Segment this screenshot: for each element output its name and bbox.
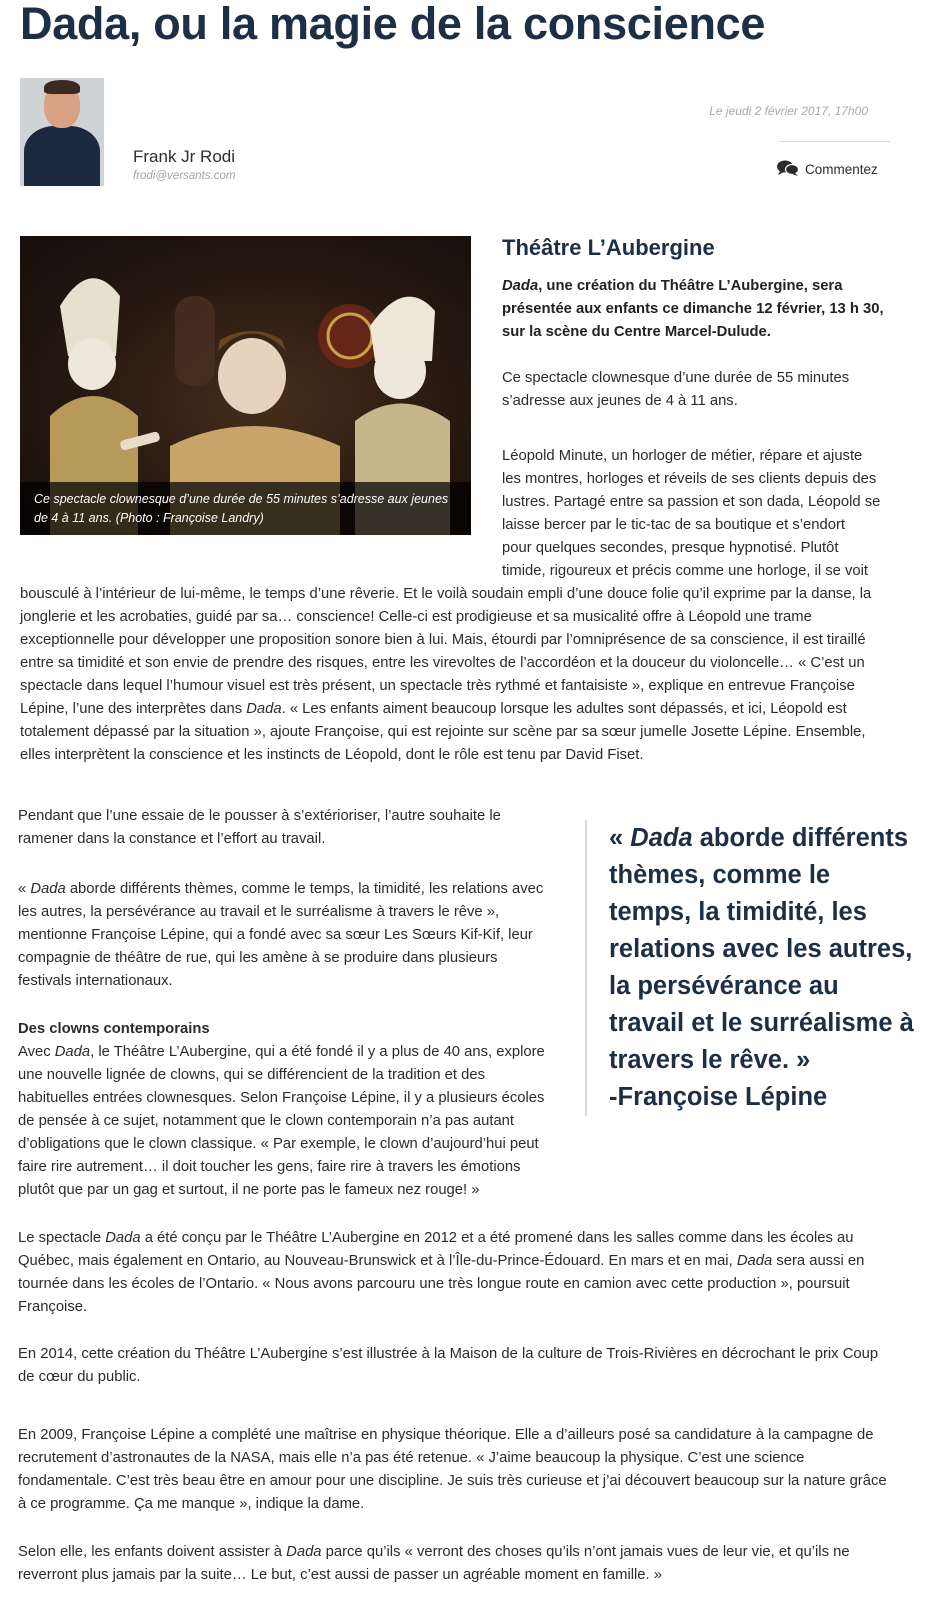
text-line: laisse bercer par le tic-tac de sa boutique et s’endort: [502, 517, 845, 533]
show-title: Dada: [736, 1253, 773, 1269]
quote-text: aborde différents thèmes, comme le temps, la timidité, les relations avec les autres, la persévérance au travail et le surréalisme à travers le rêve. »: [609, 824, 914, 1074]
comment-bubbles-icon: [777, 160, 799, 179]
comment-label: Commentez: [805, 162, 878, 177]
subsection-heading: Des clowns contemporains: [18, 1021, 210, 1037]
paragraph-text: «: [18, 881, 31, 897]
text-line: pour quelques secondes, presque hypnotisé. Plutôt: [502, 540, 839, 556]
comment-link[interactable]: [777, 160, 878, 179]
paragraph-text: aborde différents thèmes, comme le temps, la timidité, les relations avec les autres, la persévérance au travail et le surréalisme à travers le rêve », mentionne Françoise Lépine, qui a fondé avec sa sœur Les Sœurs Kif-Kif, leur compagnie de théâtre de rue, qui les amène à se produire dans plusieurs festivals internationaux.: [18, 881, 544, 989]
paragraph-text: parce qu’ils « verront des choses qu’ils n’ont jamais vues de leur vie, et qu’ils ne reverront plus jamais par la suite… Le but, c’est aussi de passer un agréable moment en famille. »: [18, 1544, 850, 1583]
paragraph-text: a été conçu par le Théâtre L’Aubergine en 2012 et a été promené dans les salles comme dans les écoles au Québec, mais également en Ontario, au Nouveau-Brunswick et à l’Île-du-Prince-Édouard. En mars et en mai,: [18, 1230, 854, 1269]
show-title: Dada: [286, 1544, 322, 1560]
paragraph-text: Avec: [18, 1044, 55, 1060]
paragraph: En 2009, Françoise Lépine a complété une maîtrise en physique théorique. Elle a d’ailleurs posé sa candidature à la campagne de recrutement d’astronautes de la NASA, mais elle n’a pas été retenue. « J’aime beaucoup la physique. C’est une science fondamentale. C’est très beau être en amour pour une discipline. Je suis très curieuse et j’ai découvert beaucoup sur la nature grâce à ce programme. Ça me manque », indique la dame.: [18, 1427, 887, 1512]
lead-text: , une création du Théâtre L’Aubergine, sera présentée aux enfants ce dimanche 12 février, 13 h 30, sur la scène du Centre Marcel-Dulude.: [502, 278, 884, 340]
author-email[interactable]: frodi@versants.com: [133, 170, 236, 182]
text-line: timide, rigoureux et précis comme une horloge, il se voit: [502, 563, 868, 579]
paragraph-text: Le spectacle: [18, 1230, 106, 1246]
paragraph-text: Selon elle, les enfants doivent assister à: [18, 1544, 287, 1560]
text-line: les montres, horloges et réveils de ses clients depuis des: [502, 471, 877, 487]
article-photo[interactable]: [20, 236, 471, 535]
paragraph: [18, 1541, 898, 1587]
show-title: Dada: [502, 278, 539, 294]
quote-attribution: -Françoise Lépine: [609, 1083, 828, 1111]
paragraph: Pendant que l’une essaie de le pousser à s’extérioriser, l’autre souhaite le ramener dans la constance et l’effort au travail.: [18, 808, 501, 847]
show-title: Dada: [105, 1230, 141, 1246]
paragraph: [18, 1227, 898, 1319]
section: [18, 1018, 558, 1202]
paragraph-text: bousculé à l’intérieur de lui-même, le temps d’une rêverie. Et le voilà soudain empli d’une douce folie qu’il exprime par la danse, la jonglerie et les acrobaties, guidé par sa… conscience! Celle-ci est prodigieuse et sa musicalité offre à Léopold une trame exceptionnelle pour développer une proposition sonore bien à lui. Mais, étourdi par l’omniprésence de sa conscience, il est tiraillé entre sa timidité et son envie de prendre des risques, entre les virevoltes de l’accordéon et la douceur du violoncelle… « C’est un spectacle dans lequel l’humour visuel est très présent, un spectacle très rythmé et fantaisiste », explique en entrevue Françoise Lépine, l’une des interprètes dans: [20, 586, 872, 717]
author-name[interactable]: Frank Jr Rodi: [133, 147, 236, 166]
text-line: lustres. Partagé entre sa passion et son dada, Léopold se: [502, 494, 881, 510]
divider: [779, 141, 890, 142]
pull-quote: [585, 820, 919, 1116]
paragraph: [18, 1041, 558, 1202]
paragraph: [20, 583, 900, 767]
quote-mark: «: [609, 824, 631, 852]
publish-date: Le jeudi 2 février 2017, 17h00: [709, 104, 868, 118]
paragraph-text: sera aussi en tournée dans les écoles de l’Ontario. « Nous avons parcouru une très longue route en camion avec cette production », poursuit Françoise.: [18, 1253, 865, 1315]
paragraph-narrow: [502, 445, 902, 583]
paragraph: Ce spectacle clownesque d’une durée de 55 minutes s’adresse aux jeunes de 4 à 11 ans.: [502, 370, 850, 409]
paragraph: [18, 878, 553, 993]
show-title: Dada: [30, 881, 66, 897]
paragraph: En 2014, cette création du Théâtre L’Aubergine s’est illustrée à la Maison de la culture de Trois-Rivières en décrochant le prix Coup de cœur du public.: [18, 1346, 879, 1385]
section-heading: Théâtre L’Aubergine: [502, 235, 715, 260]
paragraph-text: . « Les enfants aiment beaucoup lorsque les adultes sont dépassés, et ici, Léopold est totalement dépassé par la situation », ajoute Françoise, qui est rejointe sur scène par sa sœur jumelle Josette Lépine. Ensemble, elles interprètent la conscience et les instincts de Léopold, dont le rôle est tenu par David Fiset.: [20, 701, 866, 763]
article-title: Dada, ou la magie de la conscience: [20, 0, 766, 49]
show-title: Dada: [630, 824, 693, 852]
text-line: Léopold Minute, un horloger de métier, répare et ajuste: [502, 448, 863, 464]
show-title: Dada: [54, 1044, 91, 1060]
show-title: Dada: [246, 701, 282, 717]
paragraph-text: , le Théâtre L’Aubergine, qui a été fondé il y a plus de 40 ans, explore une nouvelle lignée de clowns, qui se différencient de la tradition et des habituelles entrées clownesques. Selon Françoise Lépine, il y a plusieurs écoles de pensée à ce sujet, notamment que le clown contemporain n’a pas autant d’obligations que le clown classique. « Par exemple, le clown d’aujourd’hui peut faire rire autrement… il doit toucher les gens, faire rire à travers les émotions plutôt que par un gag et surtout, il ne porte pas le fameux nez rouge! »: [18, 1044, 545, 1198]
author-avatar: [20, 78, 104, 186]
lead-paragraph: [502, 275, 897, 344]
photo-caption: Ce spectacle clownesque d’une durée de 55 minutes s’adresse aux jeunes de 4 à 11 ans. (Photo : Françoise Landry): [20, 482, 471, 535]
